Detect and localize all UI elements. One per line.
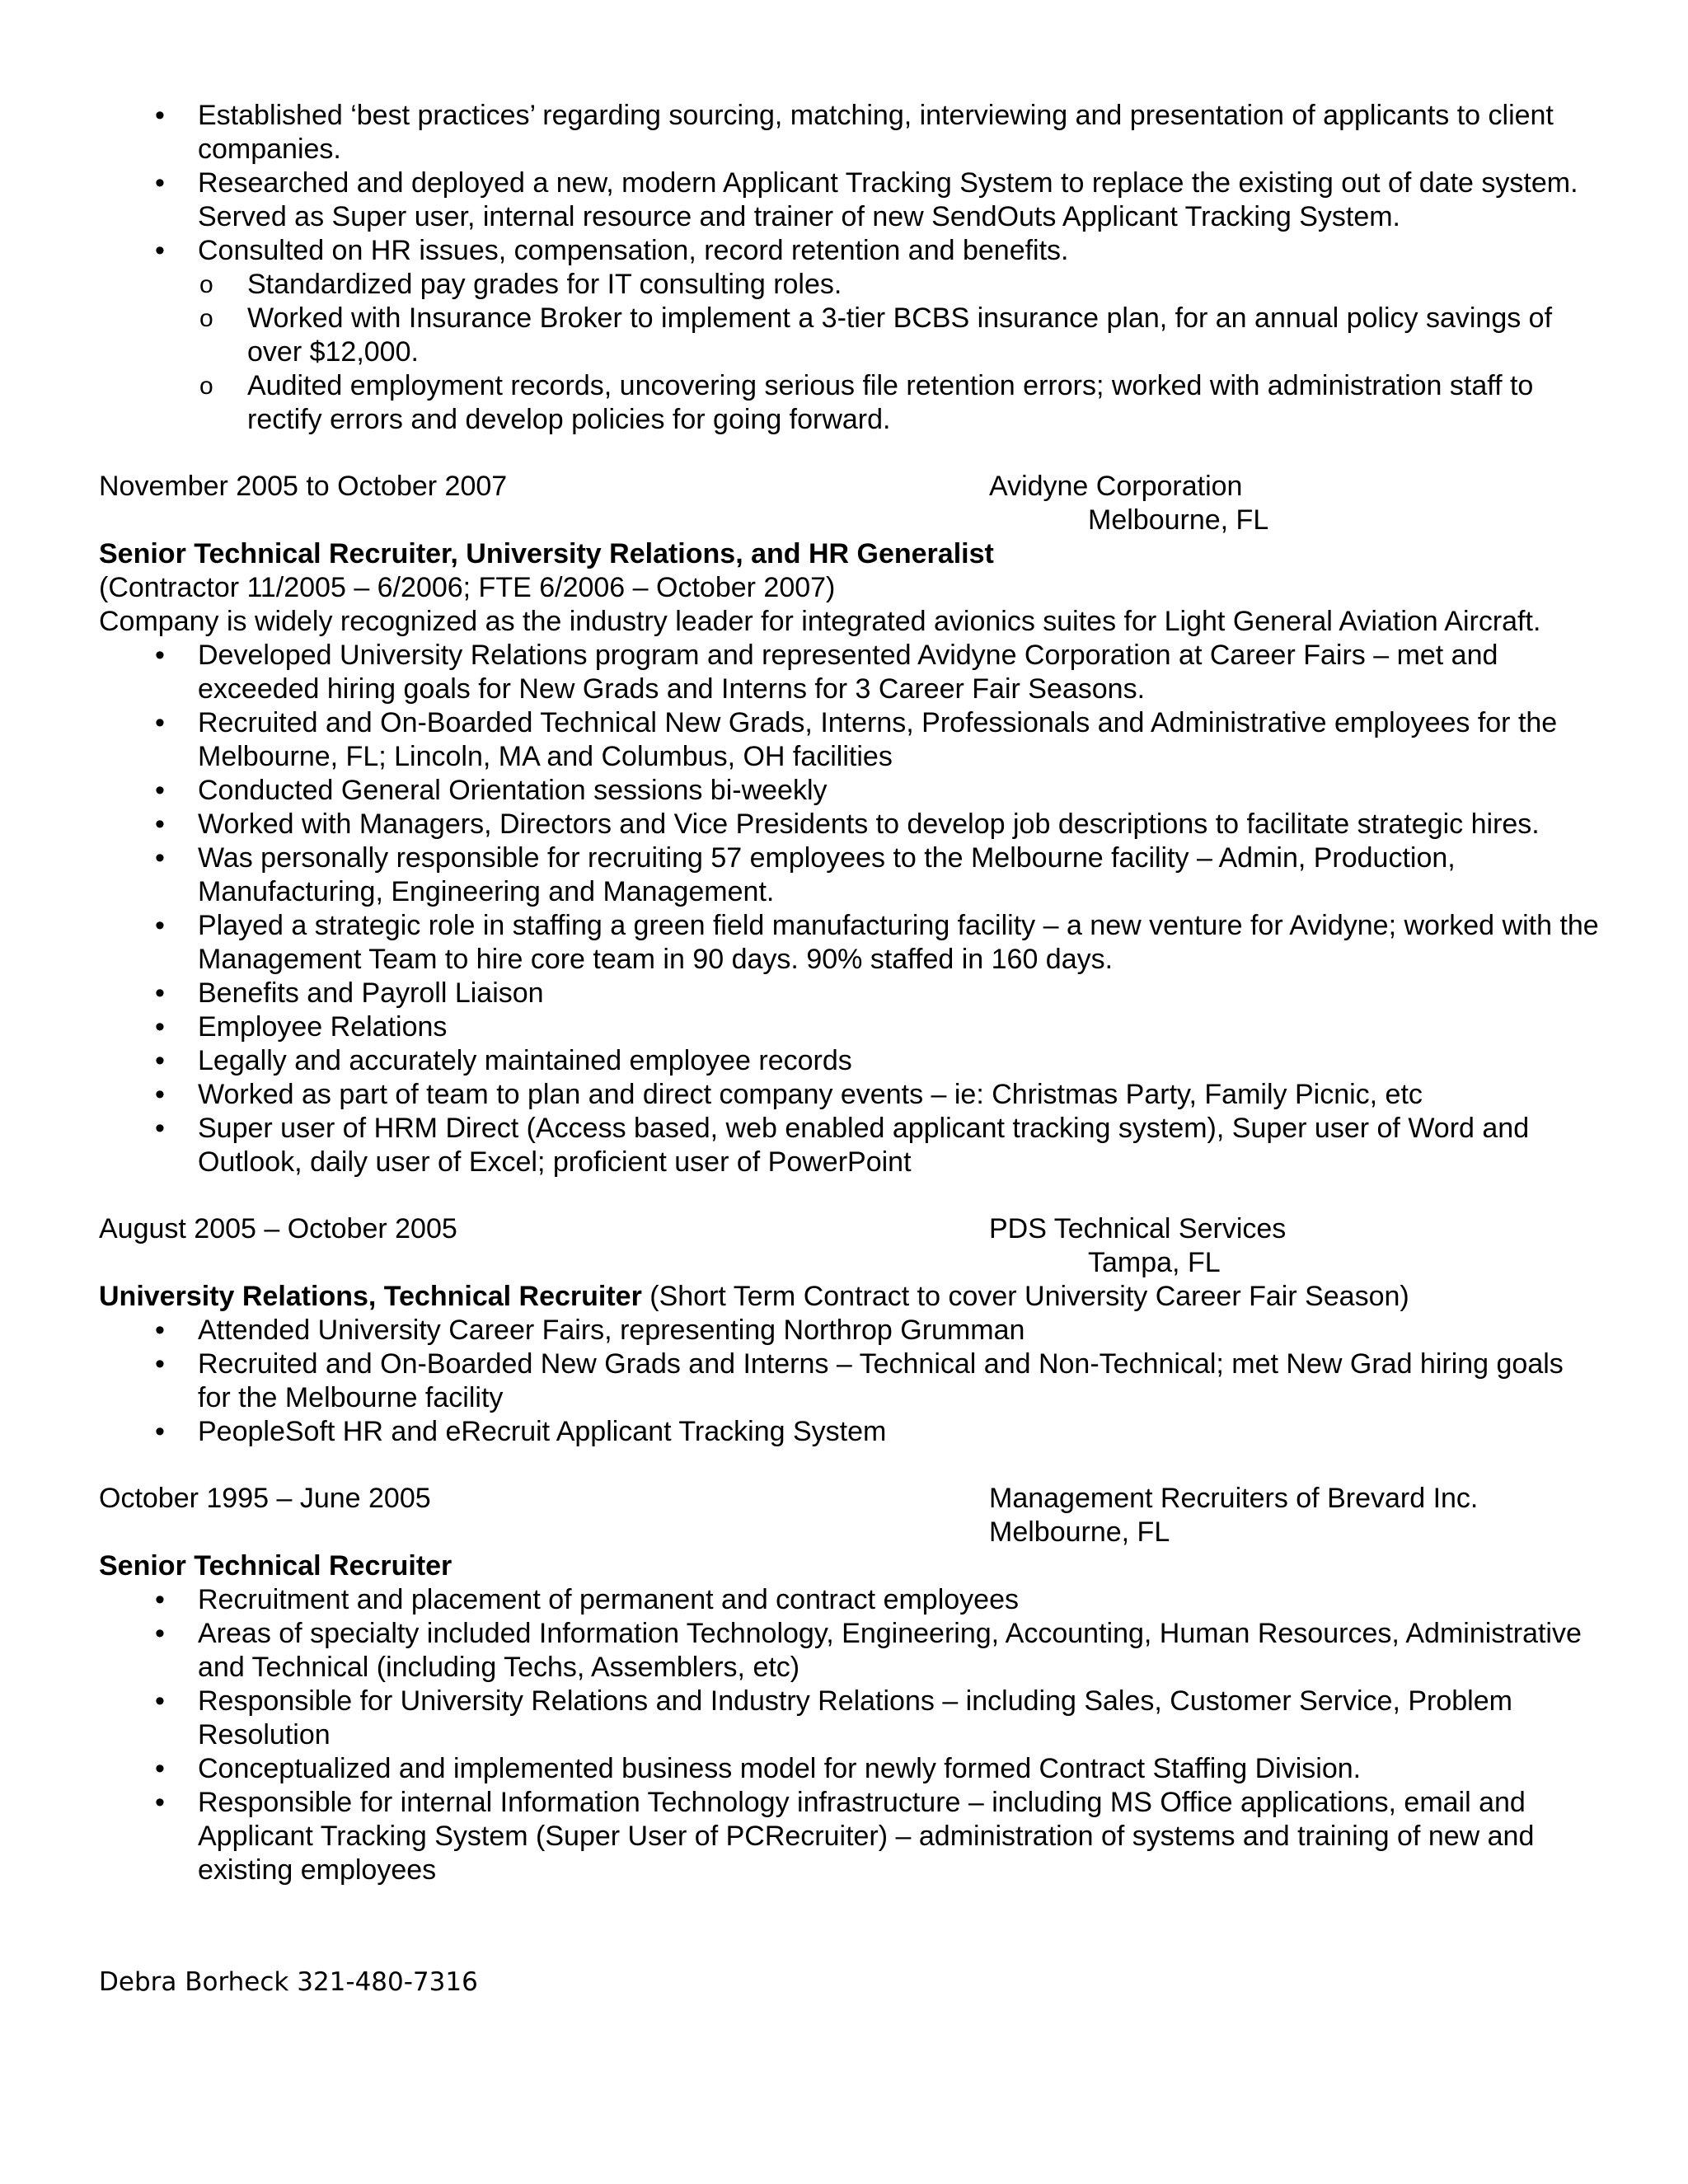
list-item [99,1752,1599,1786]
list-item [99,234,1599,437]
list-item [99,1078,1599,1112]
job-description: Company is widely recognized as the industry leader for integrated avionics suites for Light General Aviation Aircraft. [99,606,1541,637]
bullet-text: Recruited and On-Boarded New Grads and Interns – Technical and Non-Technical; met New Grad hiring goals for the Melbourne facility [198,1348,1564,1413]
job-dates: November 2005 to October 2007 [99,471,508,502]
job-location: Melbourne, FL [1088,504,1269,536]
list-item [99,1415,1599,1449]
list-item [99,706,1599,774]
list-item [99,99,1599,166]
job-header [99,470,1599,537]
job-company: Avidyne Corporation [989,471,1243,502]
list-item [99,808,1599,841]
bullet-text: Established ‘best practices’ regarding sourcing, matching, interviewing and presentation of applicants to client companies. [198,100,1554,165]
bullet-text: Areas of specialty included Information Technology, Engineering, Accounting, Human Resources, Administrative and Technical (including Techs, Assemblers, etc) [198,1618,1582,1683]
bullet-text: Responsible for University Relations and Industry Relations – including Sales, Customer Service, Problem Resolution [198,1685,1512,1750]
bullet-text: Conducted General Orientation sessions bi-weekly [198,775,828,806]
bullet-text: Legally and accurately maintained employee records [198,1045,852,1076]
job-section-avidyne [99,470,1599,1179]
job-bullet-list [99,1583,1599,1887]
list-item [99,1314,1599,1347]
job-contract-note: (Contractor 11/2005 – 6/2006; FTE 6/2006 – October 2007) [99,572,836,603]
job-title: University Relations, Technical Recruiter [99,1281,642,1312]
bullet-text: Consulted on HR issues, compensation, record retention and benefits. [198,235,1069,266]
job-section-mrb [99,1482,1599,1887]
list-item [99,166,1599,234]
job-header [99,1482,1599,1549]
list-item [99,1583,1599,1617]
job-bullet-list [99,639,1599,1179]
sub-list-item [198,302,1599,369]
bullet-text: Worked with Managers, Directors and Vice Presidents to develop job descriptions to facilitate strategic hires. [198,808,1540,840]
bullet-text: Benefits and Payroll Liaison [198,977,544,1009]
bullet-text: Was personally responsible for recruiting 57 employees to the Melbourne facility – Admin, Production, Manufacturing, Engineering and Management. [198,842,1456,907]
list-item [99,639,1599,706]
sub-list-item [198,369,1599,437]
resume-page [99,99,1599,1887]
bullet-text: Developed University Relations program and represented Avidyne Corporation at Career Fairs – met and exceeded hiring goals for New Grads and Interns for 3 Career Fair Seasons. [198,640,1498,705]
job-dates: August 2005 – October 2005 [99,1213,457,1244]
list-item [99,1347,1599,1415]
sub-bullet-text: Standardized pay grades for IT consulting roles. [247,269,842,300]
bullet-text: Worked as part of team to plan and direct company events – ie: Christmas Party, Family Picnic, etc [198,1079,1423,1110]
bullet-text: Conceptualized and implemented business model for newly formed Contract Staffing Division. [198,1753,1362,1784]
bullet-text: PeopleSoft HR and eRecruit Applicant Tracking System [198,1416,887,1447]
list-item [99,1786,1599,1887]
bullet-text: Researched and deployed a new, modern Applicant Tracking System to replace the existing out of date system. Served as Super user, internal resource and trainer of new SendOuts Applicant Tracking System. [198,167,1578,232]
list-item [99,909,1599,977]
bullet-text: Recruited and On-Boarded Technical New Grads, Interns, Professionals and Administrative employees for the Melbourne, FL; Lincoln, MA and Columbus, OH facilities [198,707,1558,772]
bullet-text: Super user of HRM Direct (Access based, web enabled applicant tracking system), Super user of Word and Outlook, daily user of Excel; proficient user of PowerPoint [198,1113,1530,1178]
bullet-text: Recruitment and placement of permanent and contract employees [198,1584,1019,1615]
footer-contact: Debra Borheck 321-480-7316 [99,1967,478,1997]
job-location: Tampa, FL [1088,1247,1221,1278]
job-title-line [99,1549,1599,1583]
list-item [99,1112,1599,1179]
intro-sub-bullet-list [198,268,1599,437]
job-title-note: (Short Term Contract to cover University Career Fair Season) [641,1281,1409,1312]
list-item [99,774,1599,808]
bullet-text: Responsible for internal Information Technology infrastructure – including MS Office applications, email and Applicant Tracking System (Super User of PCRecruiter) – administration of systems and training of new and existing employees [198,1787,1535,1886]
bullet-text: Employee Relations [198,1011,448,1043]
list-item [99,1617,1599,1685]
sub-bullet-text: Worked with Insurance Broker to implement a 3-tier BCBS insurance plan, for an annual policy savings of over $12,000. [247,302,1553,368]
job-title: Senior Technical Recruiter [99,1550,452,1582]
bullet-text: Played a strategic role in staffing a green field manufacturing facility – a new venture for Avidyne; worked with the Management Team to hire core team in 90 days. 90% staffed in 160 days. [198,910,1599,975]
sub-list-item [198,268,1599,302]
job-company: Management Recruiters of Brevard Inc. [989,1483,1479,1514]
intro-bullet-list [99,99,1599,437]
list-item [99,1685,1599,1752]
job-section-pds [99,1212,1599,1449]
job-location: Melbourne, FL [989,1516,1170,1548]
job-bullet-list [99,1314,1599,1449]
sub-bullet-text: Audited employment records, uncovering serious file retention errors; worked with administration staff to rectify errors and develop policies for going forward. [247,370,1534,435]
job-header [99,1212,1599,1280]
job-title: Senior Technical Recruiter, University Relations, and HR Generalist [99,538,994,569]
list-item [99,1044,1599,1078]
bullet-text: Attended University Career Fairs, representing Northrop Grumman [198,1315,1025,1346]
list-item [99,977,1599,1010]
list-item [99,841,1599,909]
list-item [99,1010,1599,1044]
job-company: PDS Technical Services [989,1213,1287,1244]
job-title-line [99,1280,1599,1314]
job-dates: October 1995 – June 2005 [99,1483,431,1514]
job-title-line [99,537,1599,571]
